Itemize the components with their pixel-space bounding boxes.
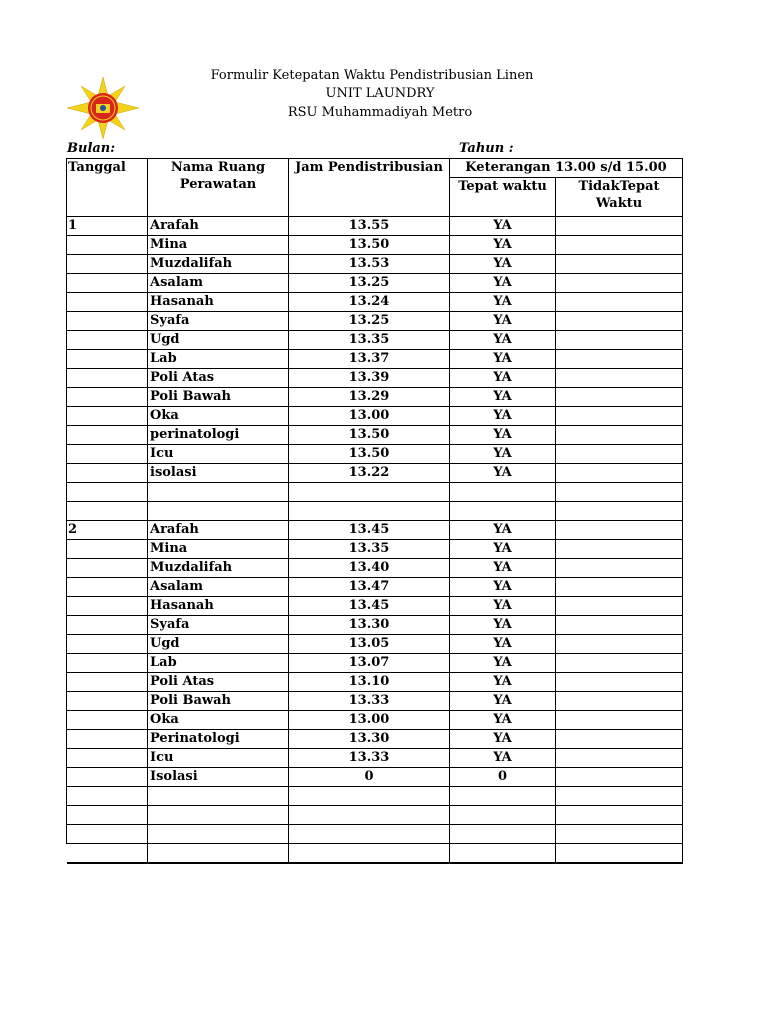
cell-nama-ruang: Poli Atas (148, 369, 289, 388)
cell-tanggal (67, 673, 148, 692)
cell-tanggal (67, 787, 148, 806)
cell-nama-ruang: Poli Atas (148, 673, 289, 692)
cell-jam: 13.35 (289, 540, 450, 559)
cell-tanggal (67, 654, 148, 673)
cell-jam: 13.10 (289, 673, 450, 692)
table-row (67, 388, 683, 407)
cell-jam: 13.00 (289, 711, 450, 730)
cell-tanggal (67, 426, 148, 445)
cell-nama-ruang: Poli Bawah (148, 388, 289, 407)
cell-tanggal (67, 331, 148, 350)
table-row (67, 578, 683, 597)
cell-tidak-tepat (556, 654, 683, 673)
table-row (67, 673, 683, 692)
cell-nama-ruang: Asalam (148, 274, 289, 293)
cell-nama-ruang: Arafah (148, 521, 289, 540)
cell-tidak-tepat (556, 711, 683, 730)
cell-jam (289, 483, 450, 502)
cell-tepat-waktu: YA (450, 445, 556, 464)
cell-tanggal (67, 388, 148, 407)
cell-tanggal (67, 407, 148, 426)
cell-tepat-waktu: YA (450, 369, 556, 388)
cell-tepat-waktu (450, 502, 556, 521)
cell-jam: 13.05 (289, 635, 450, 654)
cell-tepat-waktu: YA (450, 616, 556, 635)
cell-tanggal: 2 (67, 521, 148, 540)
cell-tanggal (67, 597, 148, 616)
cell-tepat-waktu: YA (450, 312, 556, 331)
cell-tepat-waktu: YA (450, 559, 556, 578)
cell-tidak-tepat (556, 540, 683, 559)
cell-tanggal (67, 236, 148, 255)
cell-jam (289, 787, 450, 806)
cell-tidak-tepat (556, 559, 683, 578)
form-title: Formulir Ketepatan Waktu Pendistribusian Linen (210, 68, 534, 83)
cell-tanggal (67, 692, 148, 711)
cell-tidak-tepat (556, 787, 683, 806)
cell-jam: 13.40 (289, 559, 450, 578)
cell-tanggal: 1 (67, 217, 148, 236)
table-row (67, 730, 683, 749)
cell-tepat-waktu: YA (450, 749, 556, 768)
cell-tepat-waktu: YA (450, 711, 556, 730)
cell-tanggal (67, 312, 148, 331)
cell-tanggal (67, 559, 148, 578)
cell-tepat-waktu (450, 806, 556, 825)
cell-nama-ruang: isolasi (148, 464, 289, 483)
cell-tidak-tepat (556, 445, 683, 464)
cell-tepat-waktu: YA (450, 255, 556, 274)
table-row (67, 597, 683, 616)
cell-tanggal (67, 540, 148, 559)
cell-jam: 13.50 (289, 445, 450, 464)
cell-tepat-waktu (450, 483, 556, 502)
table-header-row (67, 159, 683, 178)
cell-tepat-waktu: YA (450, 331, 556, 350)
cell-tidak-tepat (556, 749, 683, 768)
cell-tidak-tepat (556, 597, 683, 616)
table-row (67, 293, 683, 312)
cell-tepat-waktu: YA (450, 673, 556, 692)
cell-tidak-tepat (556, 825, 683, 844)
table-row (67, 825, 683, 844)
cell-nama-ruang: Poli Bawah (148, 692, 289, 711)
cell-nama-ruang: Asalam (148, 578, 289, 597)
cell-tepat-waktu: YA (450, 635, 556, 654)
table-row (67, 350, 683, 369)
cell-tanggal (67, 825, 148, 844)
cell-nama-ruang: Syafa (148, 616, 289, 635)
cell-nama-ruang: Hasanah (148, 597, 289, 616)
table-row (67, 312, 683, 331)
header-keterangan: Keterangan 13.00 s/d 15.00 (450, 159, 683, 178)
cell-tepat-waktu: 0 (450, 768, 556, 787)
cell-tidak-tepat (556, 521, 683, 540)
cell-tanggal (67, 350, 148, 369)
cell-jam: 13.53 (289, 255, 450, 274)
cell-jam: 13.30 (289, 616, 450, 635)
header-tanggal: Tanggal (67, 159, 148, 217)
cell-tanggal (67, 578, 148, 597)
cell-tanggal (67, 293, 148, 312)
cell-tidak-tepat (556, 502, 683, 521)
cell-tanggal (67, 464, 148, 483)
cell-tanggal (67, 274, 148, 293)
cell-tanggal (67, 502, 148, 521)
cell-nama-ruang: Icu (148, 749, 289, 768)
cell-tanggal (67, 749, 148, 768)
cell-tanggal (67, 255, 148, 274)
table-row (67, 217, 683, 236)
table-row (67, 844, 683, 864)
table-row (67, 407, 683, 426)
cell-jam: 13.50 (289, 236, 450, 255)
cell-nama-ruang: Mina (148, 540, 289, 559)
cell-nama-ruang: Oka (148, 407, 289, 426)
cell-tidak-tepat (556, 217, 683, 236)
cell-jam: 13.50 (289, 426, 450, 445)
cell-jam: 13.24 (289, 293, 450, 312)
cell-nama-ruang (148, 806, 289, 825)
cell-tepat-waktu: YA (450, 540, 556, 559)
cell-tidak-tepat (556, 464, 683, 483)
cell-tidak-tepat (556, 350, 683, 369)
cell-tepat-waktu: YA (450, 654, 556, 673)
cell-tepat-waktu: YA (450, 597, 556, 616)
cell-tepat-waktu: YA (450, 236, 556, 255)
table-row (67, 806, 683, 825)
cell-jam (289, 844, 450, 864)
hospital-name: RSU Muhammadiyah Metro (287, 105, 473, 120)
cell-jam: 13.29 (289, 388, 450, 407)
cell-tidak-tepat (556, 369, 683, 388)
cell-tanggal (67, 768, 148, 787)
cell-tepat-waktu: YA (450, 426, 556, 445)
cell-tidak-tepat (556, 768, 683, 787)
table-row (67, 236, 683, 255)
unit-name: UNIT LAUNDRY (325, 86, 435, 101)
cell-nama-ruang: Muzdalifah (148, 255, 289, 274)
cell-tanggal (67, 844, 148, 864)
cell-nama-ruang (148, 825, 289, 844)
cell-tanggal (67, 806, 148, 825)
cell-nama-ruang: perinatologi (148, 426, 289, 445)
header-tidak-tepat: TidakTepat Waktu (556, 178, 683, 217)
cell-tidak-tepat (556, 806, 683, 825)
cell-tepat-waktu: YA (450, 730, 556, 749)
cell-nama-ruang: Muzdalifah (148, 559, 289, 578)
cell-nama-ruang: Lab (148, 654, 289, 673)
table-row (67, 692, 683, 711)
cell-tepat-waktu: YA (450, 217, 556, 236)
cell-nama-ruang: Hasanah (148, 293, 289, 312)
cell-tanggal (67, 730, 148, 749)
cell-tepat-waktu: YA (450, 464, 556, 483)
cell-nama-ruang: Mina (148, 236, 289, 255)
tahun-label: Tahun : (459, 141, 514, 156)
cell-tepat-waktu: YA (450, 692, 556, 711)
table-row (67, 502, 683, 521)
cell-tidak-tepat (556, 407, 683, 426)
cell-nama-ruang: Perinatologi (148, 730, 289, 749)
table-row (67, 711, 683, 730)
cell-tidak-tepat (556, 236, 683, 255)
cell-tidak-tepat (556, 844, 683, 864)
cell-tidak-tepat (556, 673, 683, 692)
cell-tidak-tepat (556, 616, 683, 635)
cell-jam: 13.25 (289, 312, 450, 331)
cell-nama-ruang: Arafah (148, 217, 289, 236)
cell-nama-ruang: Ugd (148, 331, 289, 350)
cell-tidak-tepat (556, 730, 683, 749)
cell-tanggal (67, 445, 148, 464)
cell-nama-ruang (148, 483, 289, 502)
cell-tepat-waktu: YA (450, 350, 556, 369)
table-row (67, 559, 683, 578)
cell-tepat-waktu (450, 825, 556, 844)
cell-jam: 13.35 (289, 331, 450, 350)
cell-jam: 13.37 (289, 350, 450, 369)
cell-tanggal (67, 616, 148, 635)
cell-jam: 13.47 (289, 578, 450, 597)
cell-nama-ruang: Isolasi (148, 768, 289, 787)
cell-tidak-tepat (556, 255, 683, 274)
cell-tidak-tepat (556, 293, 683, 312)
cell-tidak-tepat (556, 692, 683, 711)
table-row (67, 616, 683, 635)
cell-jam (289, 825, 450, 844)
cell-nama-ruang (148, 502, 289, 521)
cell-tepat-waktu: YA (450, 388, 556, 407)
table-row (67, 274, 683, 293)
cell-tepat-waktu: YA (450, 407, 556, 426)
cell-jam: 13.25 (289, 274, 450, 293)
cell-jam: 13.39 (289, 369, 450, 388)
cell-tanggal (67, 635, 148, 654)
cell-jam: 13.45 (289, 521, 450, 540)
cell-jam: 13.33 (289, 692, 450, 711)
cell-tepat-waktu: YA (450, 293, 556, 312)
cell-tanggal (67, 483, 148, 502)
cell-nama-ruang: Oka (148, 711, 289, 730)
cell-tidak-tepat (556, 274, 683, 293)
table-row (67, 483, 683, 502)
table-row (67, 464, 683, 483)
cell-tepat-waktu: YA (450, 578, 556, 597)
cell-jam: 13.22 (289, 464, 450, 483)
cell-jam: 13.45 (289, 597, 450, 616)
cell-tidak-tepat (556, 635, 683, 654)
header-jam: Jam Pendistribusian (289, 159, 450, 217)
header-tepat-waktu: Tepat waktu (450, 178, 556, 217)
cell-jam: 13.55 (289, 217, 450, 236)
table-row (67, 445, 683, 464)
cell-tepat-waktu (450, 844, 556, 864)
cell-tepat-waktu: YA (450, 274, 556, 293)
cell-tidak-tepat (556, 578, 683, 597)
cell-jam: 0 (289, 768, 450, 787)
cell-tidak-tepat (556, 388, 683, 407)
cell-nama-ruang (148, 844, 289, 864)
cell-tepat-waktu: YA (450, 521, 556, 540)
table-row (67, 654, 683, 673)
table-row (67, 787, 683, 806)
table-row (67, 635, 683, 654)
cell-tidak-tepat (556, 483, 683, 502)
table-row (67, 369, 683, 388)
cell-tanggal (67, 711, 148, 730)
table-row (67, 255, 683, 274)
table-row (67, 749, 683, 768)
cell-jam: 13.30 (289, 730, 450, 749)
table-row (67, 540, 683, 559)
cell-nama-ruang: Lab (148, 350, 289, 369)
table-row (67, 426, 683, 445)
cell-tidak-tepat (556, 331, 683, 350)
table-row (67, 768, 683, 787)
cell-nama-ruang (148, 787, 289, 806)
header-nama-ruang: Nama Ruang Perawatan (148, 159, 289, 217)
cell-jam: 13.00 (289, 407, 450, 426)
cell-tanggal (67, 369, 148, 388)
distribution-table (66, 158, 683, 864)
table-row (67, 521, 683, 540)
cell-nama-ruang: Syafa (148, 312, 289, 331)
cell-jam (289, 502, 450, 521)
cell-nama-ruang: Ugd (148, 635, 289, 654)
cell-jam (289, 806, 450, 825)
table-row (67, 331, 683, 350)
cell-tidak-tepat (556, 312, 683, 331)
cell-tepat-waktu (450, 787, 556, 806)
cell-nama-ruang: Icu (148, 445, 289, 464)
cell-tidak-tepat (556, 426, 683, 445)
bulan-label: Bulan: (67, 141, 116, 156)
cell-jam: 13.33 (289, 749, 450, 768)
cell-jam: 13.07 (289, 654, 450, 673)
